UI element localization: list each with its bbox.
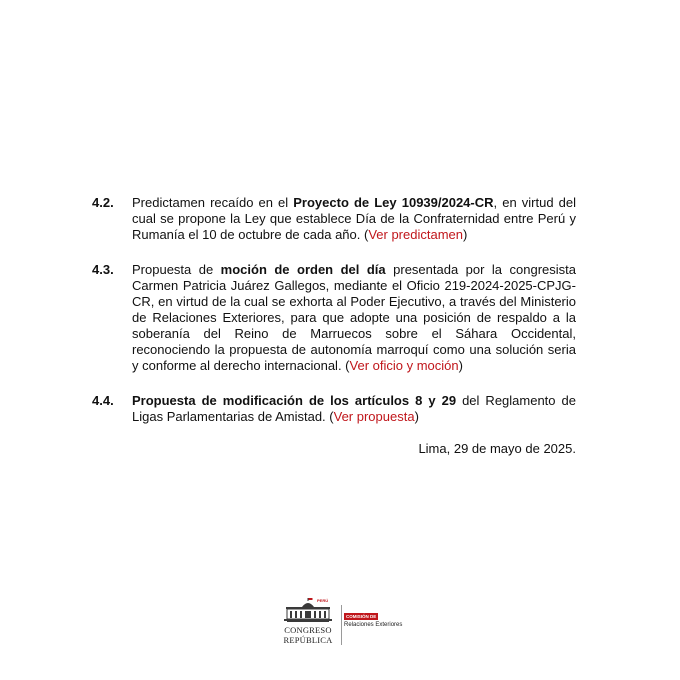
comision-badge: COMISIÓN DE [346, 614, 377, 619]
item-text-segment: del Reglamento de Ligas Parlamentarias de Amistad. ( [132, 393, 576, 424]
logo-text-congreso: CONGRESO [284, 625, 332, 635]
item-text-segment: ) [458, 358, 463, 373]
country-label: PERÚ [317, 598, 329, 603]
item-number: 4.4. [92, 393, 114, 408]
item-text-segment: Propuesta de [132, 262, 221, 277]
comision-name: Relaciones Exteriores [344, 622, 403, 628]
proposal-reference: Propuesta de modificación de los artículos 8 y 29 [132, 393, 457, 408]
item-text [132, 393, 576, 425]
bill-reference: Proyecto de Ley 10939/2024-CR [293, 195, 494, 210]
item-text-segment: , en virtud del cual se propone la Ley que establece Día de la Confraternidad entre Perú y Rumanía el 10 de octubre de cada año. ( [132, 195, 577, 242]
item-number: 4.2. [92, 195, 114, 210]
item-text-segment: ) [414, 409, 419, 424]
item-text-segment: ) [463, 227, 468, 242]
congress-building-icon [278, 597, 338, 625]
logo-divider [341, 605, 342, 645]
ver-propuesta-link[interactable]: Ver propuesta [333, 409, 415, 424]
ver-predictamen-link[interactable]: Ver predictamen [368, 227, 463, 242]
item-text [132, 262, 576, 374]
item-text-segment: presentada por la congresista Carmen Patricia Juárez Gallegos, mediante el Oficio 219-2024-2025-CPJG-CR, en virtud de la cual se exhorta al Poder Ejecutivo, a través del Ministerio de Relaciones Exteriores, para que adopte una posición de respaldo a la soberanía del Reino de Marruecos sobre el Sáhara Occidental, reconociendo la propuesta de autonomía marroquí como una solución seria y conforme al derecho internacional. ( [132, 262, 576, 373]
ver-oficio-mocion-link[interactable]: Ver oficio y moción [349, 358, 459, 373]
date-line: Lima, 29 de mayo de 2025. [418, 441, 576, 456]
item-text [132, 195, 576, 243]
item-text-segment: Predictamen recaído en el [132, 195, 294, 210]
congreso-logo [278, 597, 418, 647]
item-number: 4.3. [92, 262, 114, 277]
logo-text-republica: REPÚBLICA [283, 635, 333, 645]
motion-reference: moción de orden del día [220, 262, 386, 277]
